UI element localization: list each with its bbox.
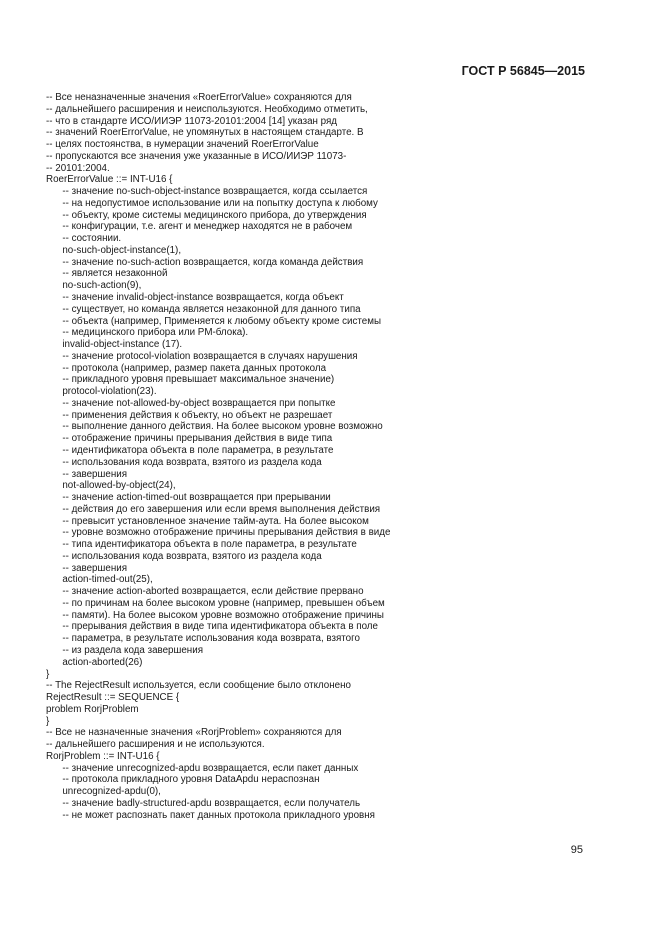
code-line: -- значение not-allowed-by-object возвращается при попытке xyxy=(46,397,336,409)
code-line: -- существует, но команда является незаконной для данного типа xyxy=(46,303,361,315)
code-line: -- протокола (например, размер пакета данных протокола xyxy=(46,362,327,374)
code-line: -- прикладного уровня превышает максимальное значение) xyxy=(46,374,335,386)
code-line: no-such-object-instance(1), xyxy=(46,244,182,256)
code-line: not-allowed-by-object(24), xyxy=(46,480,176,492)
code-line: -- значений RoerErrorValue, не упомянутых в настоящем стандарте. В xyxy=(46,127,364,139)
code-line: -- идентификатора объекта в поле параметра, в результате xyxy=(46,444,334,456)
code-line: -- что в стандарте ИСО/ИИЭР 11073-20101:2004 [14] указан ряд xyxy=(46,115,338,127)
code-line: -- значение invalid-object-instance возвращается, когда объект xyxy=(46,292,344,304)
code-line: -- Все не назначенные значения «RorjProblem» сохраняются для xyxy=(46,727,342,739)
code-line: -- не может распознать пакет данных протокола прикладного уровня xyxy=(46,809,375,821)
page-number: 95 xyxy=(570,844,583,856)
page-header-standard: ГОСТ Р 56845—2015 xyxy=(461,64,585,78)
code-line: -- прерывания действия в виде типа идентификатора объекта в поле xyxy=(46,621,378,633)
code-line: -- объекта (например, Применяется к любому объекту кроме системы xyxy=(46,315,382,327)
code-line: -- из раздела кода завершения xyxy=(46,644,203,656)
code-line: } xyxy=(46,668,50,680)
code-line: RoerErrorValue ::= INT-U16 { xyxy=(46,174,173,186)
code-line: protocol-violation(23). xyxy=(46,386,157,398)
code-line: -- протокола прикладного уровня DataApdu нераспознан xyxy=(46,774,320,786)
code-line: -- действия до его завершения или если время выполнения действия xyxy=(46,503,381,515)
code-line: -- на недопустимое использование или на попытку доступа к любому xyxy=(46,197,378,209)
code-line: -- значение no-such-action возвращается, когда команда действия xyxy=(46,256,364,268)
code-line: -- дальнейшего расширения и не используются. xyxy=(46,739,265,751)
code-line: -- 20101:2004. xyxy=(46,162,110,174)
code-line: -- состоянии. xyxy=(46,233,122,245)
code-line: } xyxy=(46,715,50,727)
code-line: -- значение action-timed-out возвращается при прерывании xyxy=(46,492,331,504)
code-line: -- памяти). На более высоком уровне возможно отображение причины xyxy=(46,609,384,621)
code-line: -- является незаконной xyxy=(46,268,168,280)
code-line: -- использования кода возврата, взятого из раздела кода xyxy=(46,456,322,468)
code-line: -- выполнение данного действия. На более высоком уровне возможно xyxy=(46,421,383,433)
code-line: -- The RejectResult используется, если сообщение было отклонено xyxy=(46,680,351,692)
code-line: action-aborted(26) xyxy=(46,656,143,668)
code-line: -- уровне возможно отображение причины прерывания действия в виде xyxy=(46,527,391,539)
code-line: -- значение badly-structured-apdu возвращается, если получатель xyxy=(46,797,361,809)
code-line: -- Все неназначенные значения «RoerErrorValue» сохраняются для xyxy=(46,92,352,103)
code-line: -- значение action-aborted возвращается, если действие прервано xyxy=(46,586,364,598)
code-line: -- объекту, кроме системы медицинского прибора, до утверждения xyxy=(46,209,367,221)
code-line: -- завершения xyxy=(46,468,128,480)
code-line: -- завершения xyxy=(46,562,128,574)
code-line: action-timed-out(25), xyxy=(46,574,153,586)
code-line: -- параметра, в результате использования кода возврата, взятого xyxy=(46,633,360,645)
code-line: -- целях постоянства, в нумерации значений RoerErrorValue xyxy=(46,139,319,151)
code-line: -- конфигурации, т.е. агент и менеджер находятся не в рабочем xyxy=(46,221,353,233)
code-line: invalid-object-instance (17). xyxy=(46,339,183,351)
code-line: no-such-action(9), xyxy=(46,280,142,292)
code-line: -- значение protocol-violation возвращается в случаях нарушения xyxy=(46,350,358,362)
code-line: -- превысит установленное значение тайм-аута. На более высоком xyxy=(46,515,369,527)
code-line: unrecognized-apdu(0), xyxy=(46,786,161,798)
code-line: -- значение unrecognized-apdu возвращается, если пакет данных xyxy=(46,762,359,774)
code-line: -- медицинского прибора или PM-блока). xyxy=(46,327,249,339)
code-line: -- значение no-such-object-instance возвращается, когда ссылается xyxy=(46,186,368,198)
code-line: -- типа идентификатора объекта в поле параметра, в результате xyxy=(46,539,357,551)
asn1-code-listing xyxy=(46,92,606,821)
code-line: problem RorjProblem xyxy=(46,703,139,715)
code-line: -- дальнейшего расширения и неиспользуются. Необходимо отметить, xyxy=(46,103,368,115)
code-line: -- использования кода возврата, взятого из раздела кода xyxy=(46,550,322,562)
code-line: RorjProblem ::= INT-U16 { xyxy=(46,750,160,762)
code-line: -- пропускаются все значения уже указанные в ИСО/ИИЭР 11073- xyxy=(46,150,347,162)
code-line: -- отображение причины прерывания действия в виде типа xyxy=(46,433,333,445)
code-line: RejectResult ::= SEQUENCE { xyxy=(46,692,180,704)
code-line: -- применения действия к объекту, но объект не разрешает xyxy=(46,409,333,421)
code-line: -- по причинам на более высоком уровне (например, превышен объем xyxy=(46,597,385,609)
